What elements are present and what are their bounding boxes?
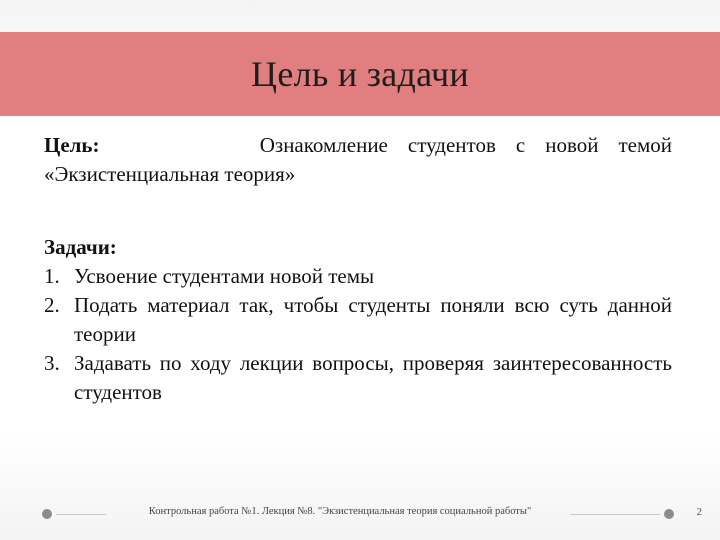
footer-bullet-right	[664, 509, 674, 519]
task-number: 3.	[44, 351, 60, 375]
tasks-heading: Задачи:	[44, 235, 117, 259]
task-number: 2.	[44, 293, 60, 317]
task-number: 1.	[44, 264, 60, 288]
task-text: Подать материал так, чтобы студенты поняли всю суть данной теории	[74, 293, 672, 346]
footer-bullet-left	[42, 509, 52, 519]
goal-paragraph	[44, 131, 672, 189]
task-text: Задавать по ходу лекции вопросы, проверяя заинтересованность студентов	[74, 351, 672, 404]
task-text: Усвоение студентами новой темы	[74, 264, 375, 288]
page-number: 2	[696, 506, 702, 518]
goal-text-spacer	[120, 133, 240, 157]
goal-label: Цель:	[44, 133, 100, 157]
task-item	[44, 291, 672, 349]
task-item	[44, 262, 672, 291]
footer-text: Контрольная работа №1. Лекция №8. "Экзистенциальная теория социальной работы"	[148, 506, 532, 517]
footer-divider-right	[570, 514, 660, 515]
goal-text: Ознакомление студентов с новой темой «Экзистенциальная теория»	[44, 133, 673, 186]
task-item	[44, 349, 672, 407]
slide-title: Цель и задачи	[251, 54, 469, 94]
task-list	[44, 262, 672, 407]
footer-divider-left	[56, 514, 106, 515]
